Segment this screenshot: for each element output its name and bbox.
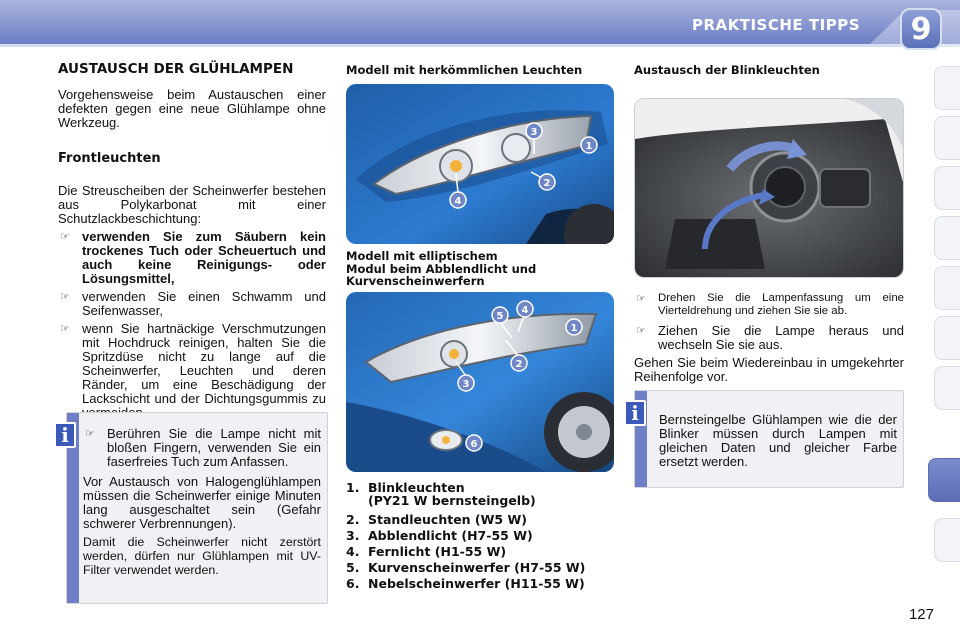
callout-label: 4 [454, 196, 462, 207]
legend-text: Nebelscheinwerfer (H11-55 W) [368, 576, 585, 591]
callout-layer [346, 84, 614, 244]
info-box-left [66, 412, 328, 604]
info-bullet-text: Berühren Sie die Lampe nicht mit bloßen Fingern, verwenden Sie ein faserfreies Tuch zum Anfassen. [107, 426, 321, 469]
callout-label: 1 [585, 141, 593, 152]
body-text: Die Streuscheiben der Scheinwerfer bestehen aus Polykarbonat mit einer Schutzlackbeschichtung: [58, 183, 326, 226]
chapter-tabs [926, 66, 960, 576]
bullet-text: verwenden Sie zum Säubern kein trockenes Tuch oder Scheuertuch und auch keine Reinigungs- oder Lösungsmittel, [82, 229, 326, 286]
reinstall-text: Gehen Sie beim Wiedereinbau in umgekehrter Reihenfolge vor. [634, 355, 904, 384]
bullet-item [58, 230, 326, 286]
legend-text: Abblendlicht (H7-55 W) [368, 528, 533, 543]
info-box-right [634, 390, 904, 488]
hand-pointer-icon: ☞ [636, 325, 646, 337]
left-column [58, 62, 326, 420]
info-paragraph: Damit die Scheinwerfer nicht zerstört werden, dürfen nur Glühlampen mit UV-Filter verwendet werden. [83, 535, 321, 577]
callout-label: 4 [521, 305, 529, 316]
hand-pointer-icon: ☞ [60, 323, 70, 335]
legend-text: Standleuchten (W5 W) [368, 512, 527, 527]
info-bullet [83, 427, 321, 469]
legend-number: 3. [346, 528, 360, 543]
legend-number: 2. [346, 512, 360, 527]
intro-text: Vorgehensweise beim Austauschen einer defekten gegen eine neue Glühlampe ohne Werkzeug. [58, 87, 326, 130]
callout-label: 2 [543, 178, 551, 189]
chapter-tab[interactable] [934, 66, 960, 110]
chapter-tab[interactable] [934, 366, 960, 410]
info-paragraph: Vor Austausch von Halogenglühlampen müssen die Scheinwerfer einige Minuten lang ausgeschaltet sein (Gefahr schwerer Verbrennungen). [83, 474, 321, 531]
bulb-legend [346, 480, 616, 592]
headlight-photo-conventional [346, 84, 614, 244]
hand-pointer-icon: ☞ [60, 231, 70, 243]
chapter-tab[interactable] [934, 116, 960, 160]
caption-line: Kurvenscheinwerfern [346, 274, 485, 288]
chapter-tab[interactable] [934, 518, 960, 562]
subsection-title: Frontleuchten [58, 151, 161, 166]
legend-text: Fernlicht (H1-55 W) [368, 544, 507, 559]
chapter-tab[interactable] [934, 166, 960, 210]
section-title: AUSTAUSCH DER GLÜHLAMPEN [58, 61, 294, 77]
legend-row [346, 528, 616, 544]
legend-number: 1. [346, 480, 360, 495]
header-title: PRAKTISCHE TIPPS [691, 16, 860, 34]
legend-text: Blinkleuchten [368, 480, 465, 495]
legend-text: Kurvenscheinwerfer (H7-55 W) [368, 560, 586, 575]
caption-conventional-lights: Modell mit herkömmlichen Leuchten [346, 63, 583, 77]
chapter-tab-active[interactable] [928, 458, 960, 502]
bullet-text: Drehen Sie die Lampenfassung um eine Vierteldrehung und ziehen Sie sie ab. [658, 292, 904, 317]
callout-label: 6 [470, 439, 478, 450]
caption-indicator-replacement: Austausch der Blinkleuchten [634, 63, 820, 77]
legend-number: 5. [346, 560, 360, 575]
legend-number: 4. [346, 544, 360, 559]
right-text-block [634, 292, 904, 384]
info-icon: i [624, 400, 646, 426]
chapter-number-badge: 9 [900, 8, 942, 50]
legend-row [346, 576, 616, 592]
info-icon: i [54, 422, 76, 448]
page-number: 127 [908, 606, 934, 623]
callout-label: 3 [530, 127, 538, 138]
callout-label: 2 [515, 359, 523, 370]
legend-row [346, 512, 616, 528]
bullet-item [634, 292, 904, 318]
legend-text: (PY21 W bernsteingelb) [368, 493, 536, 508]
bullet-text: Ziehen Sie die Lampe heraus und wechseln Sie sie aus. [658, 323, 904, 352]
indicator-bulb-photo [634, 98, 904, 278]
legend-row [346, 544, 616, 560]
caption-line: Modell mit elliptischem [346, 249, 498, 263]
bullet-item [634, 324, 904, 352]
legend-number: 6. [346, 576, 360, 591]
hand-pointer-icon: ☞ [636, 293, 646, 305]
info-paragraph: Bernsteingelbe Glühlampen wie die der Blinker müssen durch Lampen mit gleichen Daten und gleicher Farbe ersetzt werden. [659, 412, 897, 469]
legend-row [346, 560, 616, 576]
callout-label: 3 [462, 379, 470, 390]
caption-line: Modul beim Abblendlicht und [346, 261, 537, 276]
hand-pointer-icon: ☞ [85, 428, 95, 440]
page-header [0, 0, 960, 50]
callout-label: 1 [570, 323, 578, 334]
chapter-tab[interactable] [934, 266, 960, 310]
info-box-body [659, 413, 897, 473]
chapter-tab[interactable] [934, 216, 960, 260]
callout-label: 5 [496, 311, 504, 322]
info-box-body [83, 427, 321, 581]
headlight-photo-elliptical [346, 292, 614, 472]
caption-elliptical-module [346, 250, 614, 288]
bullet-item [58, 322, 326, 420]
chapter-tab[interactable] [934, 316, 960, 360]
bullet-text: verwenden Sie einen Schwamm und Seifenwasser, [82, 289, 326, 318]
legend-row [346, 493, 616, 509]
bullet-item [58, 290, 326, 318]
bullet-text: wenn Sie hartnäckige Verschmutzungen mit Hochdruck reinigen, halten Sie die Spritzdüse nicht zu lange auf die Scheinwerfer, Leuchten und deren Ränder, um eine Beschädigung der Lackschicht und der Dichtungsgummis zu [82, 321, 326, 406]
hand-pointer-icon: ☞ [60, 291, 70, 303]
callout-layer [346, 292, 614, 472]
